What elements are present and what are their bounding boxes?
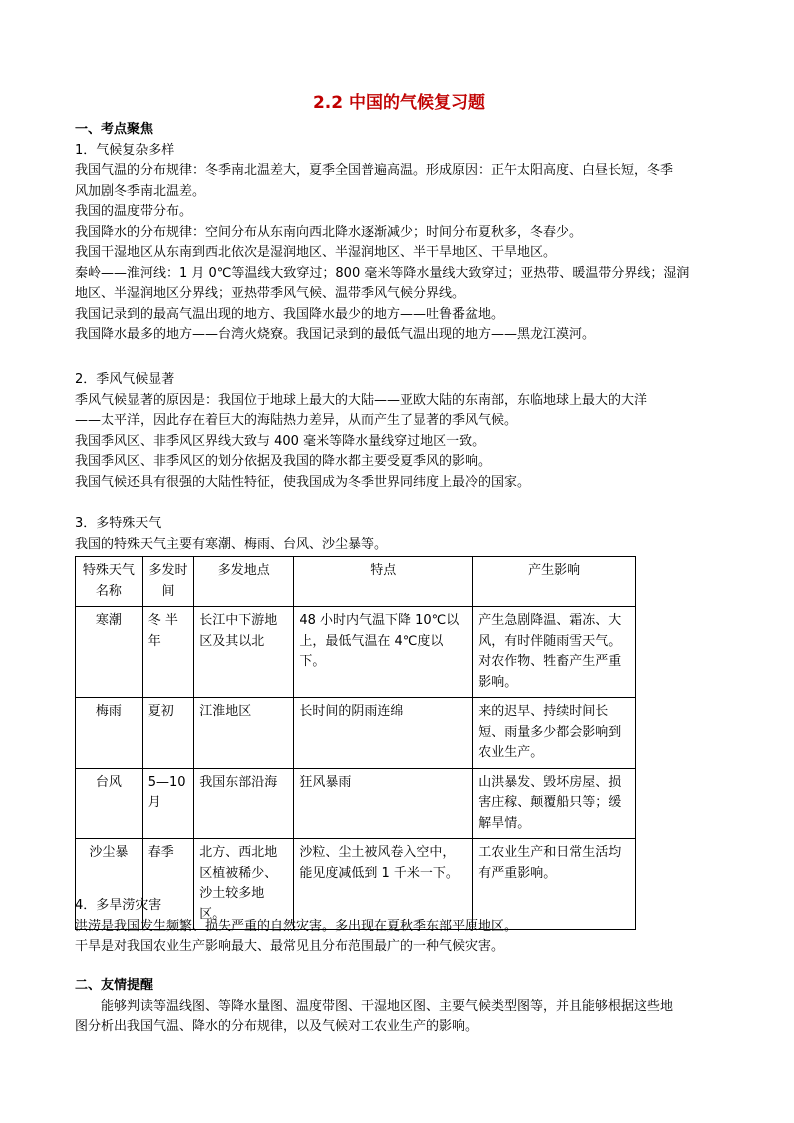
- paragraph-line: 我国季风区、非季风区的划分依据及我国的降水都主要受夏季风的影响。: [75, 454, 492, 469]
- sub-2: [75, 370, 723, 493]
- table-cell: 冬 半年: [142, 607, 194, 698]
- table-header: 多发地点: [194, 557, 294, 607]
- table-header: 特殊天气名称: [76, 557, 143, 607]
- sub-4-heading: 4．多旱涝灾害: [75, 898, 162, 913]
- paragraph-line: 我国干湿地区从东南到西北依次是湿润地区、半湿润地区、半干旱地区、干旱地区。: [75, 245, 557, 260]
- table-cell: 48 小时内气温下降 10℃以上，最低气温在 4℃度以下。: [294, 607, 473, 698]
- table-cell: 产生急剧降温、霜冻、大风，有时伴随雨雪天气。对农作物、牲畜产生严重影响。: [473, 607, 636, 698]
- paragraph-line: 洪涝是我国发生频繁、损失严重的自然灾害。多出现在夏秋季东部平原地区。: [75, 918, 518, 934]
- table-cell: 长时间的阴雨连绵: [294, 698, 473, 769]
- table-row: [76, 768, 636, 839]
- paragraph-line: 图分析出我国气温、降水的分布规律，以及气候对工农业生产的影响。: [75, 1019, 479, 1034]
- table-cell: 来的迟早、持续时间长短、雨量多少都会影响到农业生产。: [473, 698, 636, 769]
- table-cell: 长江中下游地区及其以北: [194, 607, 294, 698]
- table-cell: 山洪暴发、毁坏房屋、损害庄稼、颠覆船只等；缓解旱情。: [473, 768, 636, 839]
- table-intro: 我国的特殊天气主要有寒潮、梅雨、台风、沙尘暴等。: [75, 536, 388, 552]
- section-1-heading: 一、考点聚焦: [75, 122, 154, 137]
- paragraph-line: 季风气候显著的原因是：我国位于地球上最大的大陆——亚欧大陆的东南部，东临地球上最大的大洋: [75, 392, 648, 408]
- sub-3-heading: 3．多特殊天气: [75, 516, 162, 531]
- paragraph-line: 风加剧冬季南北温差。: [75, 183, 206, 199]
- table-cell: 5—10月: [142, 768, 194, 839]
- paragraph-line: 我国季风区、非季风区界线大致与 400 毫米等降水量线穿过地区一致。: [75, 433, 486, 449]
- sub-2-heading: 2．季风气候显著: [75, 372, 175, 387]
- section-2: [75, 976, 723, 1038]
- table-cell: 工农业生产和日常生活均有严重影响。: [473, 839, 636, 930]
- table-cell: 沙尘暴: [76, 839, 143, 930]
- paragraph-line: 我国气候还具有很强的大陆性特征，使我国成为冬季世界同纬度上最冷的国家。: [75, 474, 531, 490]
- sub-1-heading: 1．气候复杂多样: [75, 142, 175, 158]
- table-cell: 梅雨: [76, 698, 143, 769]
- paragraph-line: 我国的温度带分布。: [75, 204, 193, 219]
- table-header: 产生影响: [473, 557, 636, 607]
- special-weather-table: [75, 556, 636, 930]
- paragraph-line: ——太平洋，因此存在着巨大的海陆热力差异，从而产生了显著的季风气候。: [75, 413, 518, 428]
- paragraph-line: 地区、半湿润地区分界线；亚热带季风气候、温带季风气候分界线。: [75, 286, 466, 301]
- paragraph-line: 我国记录到的最高气温出现的地方、我国降水最少的地方——吐鲁番盆地。: [75, 306, 505, 322]
- paragraph-line: 我国降水最多的地方——台湾火烧寮。我国记录到的最低气温出现的地方——黑龙江漠河。: [75, 327, 596, 342]
- table-cell: 寒潮: [76, 607, 143, 698]
- document-title: 2.2 中国的气候复习题: [312, 93, 486, 113]
- table-header: 多发时间: [142, 557, 194, 607]
- table-header: 特点: [294, 557, 473, 607]
- paragraph-line: 我国气温的分布规律：冬季南北温差大，夏季全国普遍高温。形成原因：正午太阳高度、白昼长短，冬季: [75, 163, 674, 178]
- paragraph-line: 秦岭——淮河线：1 月 0℃等温线大致穿过；800 毫米等降水量线大致穿过；亚热带、暖温带分界线；湿润: [75, 265, 690, 281]
- table-cell: 春季: [142, 839, 194, 930]
- paragraph-line: 我国降水的分布规律：空间分布从东南向西北降水逐渐减少；时间分布夏秋多，冬春少。: [75, 224, 583, 240]
- table-cell: 狂风暴雨: [294, 768, 473, 839]
- table-cell: 江淮地区: [194, 698, 294, 769]
- table-header-row: [76, 557, 636, 607]
- table-cell: 夏初: [142, 698, 194, 769]
- sub-3: [75, 514, 723, 555]
- table-cell: 我国东部沿海: [194, 768, 294, 839]
- table-cell: 台风: [76, 768, 143, 839]
- paragraph-line: 干旱是对我国农业生产影响最大、最常见且分布范围最广的一种气候灾害。: [75, 939, 505, 954]
- sub-4: [75, 896, 723, 958]
- table-row: [76, 607, 636, 698]
- section-2-heading: 二、友情提醒: [75, 978, 154, 993]
- paragraph-line: 能够判读等温线图、等降水量图、温度带图、干湿地区图、主要气候类型图等，并且能够根据这些地: [101, 998, 674, 1014]
- table-cell: 北方、西北地区植被稀少、沙土较多地区。: [194, 839, 294, 930]
- table-row: [76, 698, 636, 769]
- table-cell: 沙粒、尘土被风卷入空中，能见度减低到 1 千米一下。: [294, 839, 473, 930]
- section-1: [75, 120, 723, 346]
